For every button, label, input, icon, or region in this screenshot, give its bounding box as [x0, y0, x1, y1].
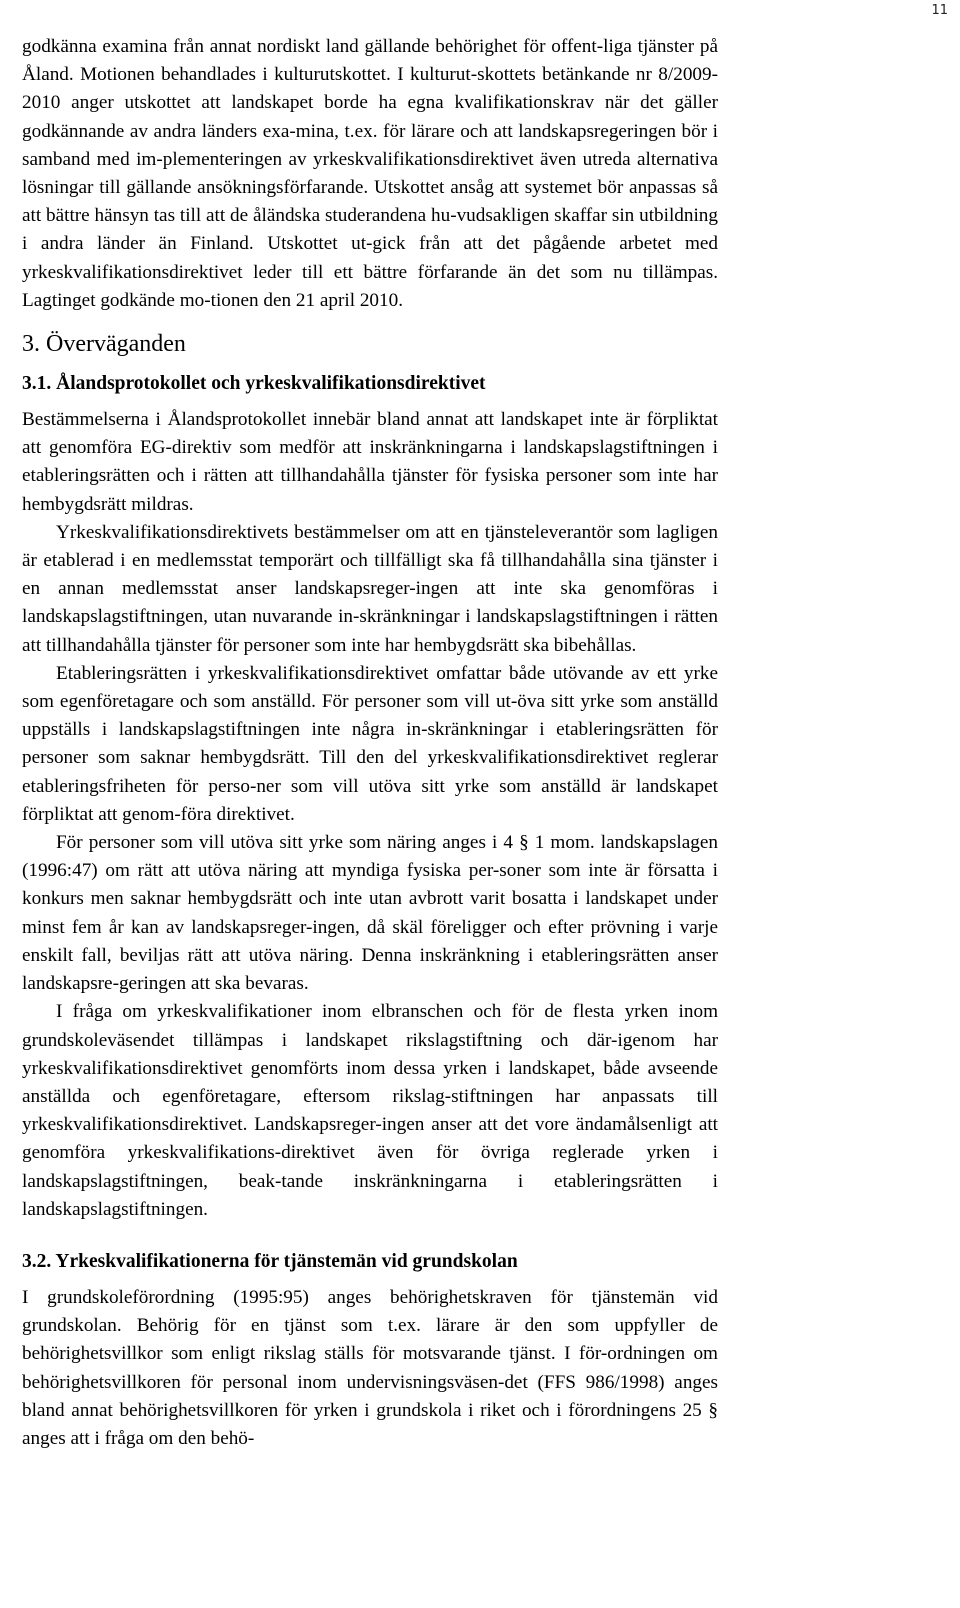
subsection-heading-3-1: 3.1. Ålandsprotokollet och yrkeskvalifikationsdirektivet [22, 373, 486, 395]
document-body [22, 33, 718, 1453]
paragraph-3-1-4: För personer som vill utöva sitt yrke som näring anges i 4 § 1 mom. landskapslagen (1996:47) om rätt att utöva näring att myndiga fysiska per-soner som inte är försatta i konkurs men saknar hembygdsrätt och inte utan avbrott varit bosatta i landskapet under minst fem år kan av landskapsreger-ingen, då skäl föreligger och efter prövning i varje enskilt fall, beviljas rätt att utöva näring. Denna inskränkning i etableringsrätten anser landskapsre-geringen att ska bevaras. [22, 832, 718, 995]
paragraph-3-1-3: Etableringsrätten i yrkeskvalifikationsdirektivet omfattar både utövande av ett yrke som egenföretagare och som anställd. För personer som vill ut-öva sitt yrke som anställd uppställs i landskapslagstiftningen inte några in-skränkningar i etableringsrätten för personer som saknar hembygdsrätt. Till den del yrkeskvalifikationsdirektivet reglerar etableringsfriheten för perso-ner som vill utöva sitt yrke som anställd är landskapet förpliktat att genom-föra direktivet. [22, 662, 718, 825]
intro-paragraph: godkänna examina från annat nordiskt land gällande behörighet för offent-liga tjänster på Åland. Motionen behandlades i kulturutskottet. I kulturut-skottets betänkande nr 8/2009-2010 anger utskottet att landskapet borde ha egna kvalifikationskrav när det gäller godkännande av andra länders exa-mina, t.ex. för lärare och att landskapsregeringen bör i samband med im-plementeringen av yrkeskvalifikationsdirektivet även utreda alternativa lösningar till gällande ansökningsförfarande. Utskottet ansåg att systemet bör anpassas så att bättre hänsyn tas till att de åländska studerandena hu-vudsakligen skaffar sin utbildning i andra länder än Finland. Utskottet ut-gick från att det pågående arbetet med yrkeskvalifikationsdirektivet leder till ett bättre förfarande än det som nu tillämpas. Lagtinget godkände mo-tionen den 21 april 2010. [22, 36, 718, 311]
section-heading-3: 3. Överväganden [22, 331, 186, 358]
paragraph-3-1-5: I fråga om yrkeskvalifikationer inom elbranschen och för de flesta yrken inom grundskoleväsendet tillämpas i landskapet rikslagstiftning och där-igenom har yrkeskvalifikationsdirektivet genomförts inom dessa yrken i landskapet, både avseende anställda och egenföretagare, eftersom rikslag-stiftningen har anpassats till yrkeskvalifikationsdirektivet. Landskapsreger-ingen anser att det vore ändamålsenligt att genomföra yrkeskvalifikations-direktivet även för övriga reglerade yrken i landskapslagstiftningen, beak-tande inskränkningarna i etableringsrätten i landskapslagstiftningen. [22, 1001, 718, 1220]
paragraph-3-1-1: Bestämmelserna i Ålandsprotokollet innebär bland annat att landskapet inte är förpliktat att genomföra EG-direktiv som medför att inskränkningarna i landskapslagstiftningen i etableringsrätten och i rätten att tillhandahålla tjänster för fysiska personer som inte har hembygdsrätt mildras. [22, 409, 718, 515]
subsection-heading-3-2: 3.2. Yrkeskvalifikationerna för tjänstemän vid grundskolan [22, 1250, 518, 1272]
paragraph-3-1-2: Yrkeskvalifikationsdirektivets bestämmelser om att en tjänsteleverantör som lagligen är etablerad i en medlemsstat temporärt och tillfälligt ska få tillhandahålla sina tjänster i en annan medlemsstat anser landskapsreger-ingen att inte ska genomföras i landskapslagstiftningen, utan nuvarande in-skränkningar i landskapslagstiftningen i rätten att tillhandahålla tjänster för personer som inte har hembygdsrätt ska bibehållas. [22, 521, 718, 656]
paragraph-3-2-1: I grundskoleförordning (1995:95) anges behörighetskraven för tjänstemän vid grundskolan. Behörig för en tjänst som t.ex. lärare är den som uppfyller de behörighetsvillkor som enligt rikslag ställs för motsvarande tjänst. I för-ordningen om behörighetsvillkoren för personal inom undervisningsväsen-det (FFS 986/1998) anges bland annat behörighetsvillkoren för yrken i grundskola i riket och i förordningens 25 § anges att i fråga om den behö- [22, 1286, 718, 1449]
page-number: 11 [931, 3, 948, 18]
